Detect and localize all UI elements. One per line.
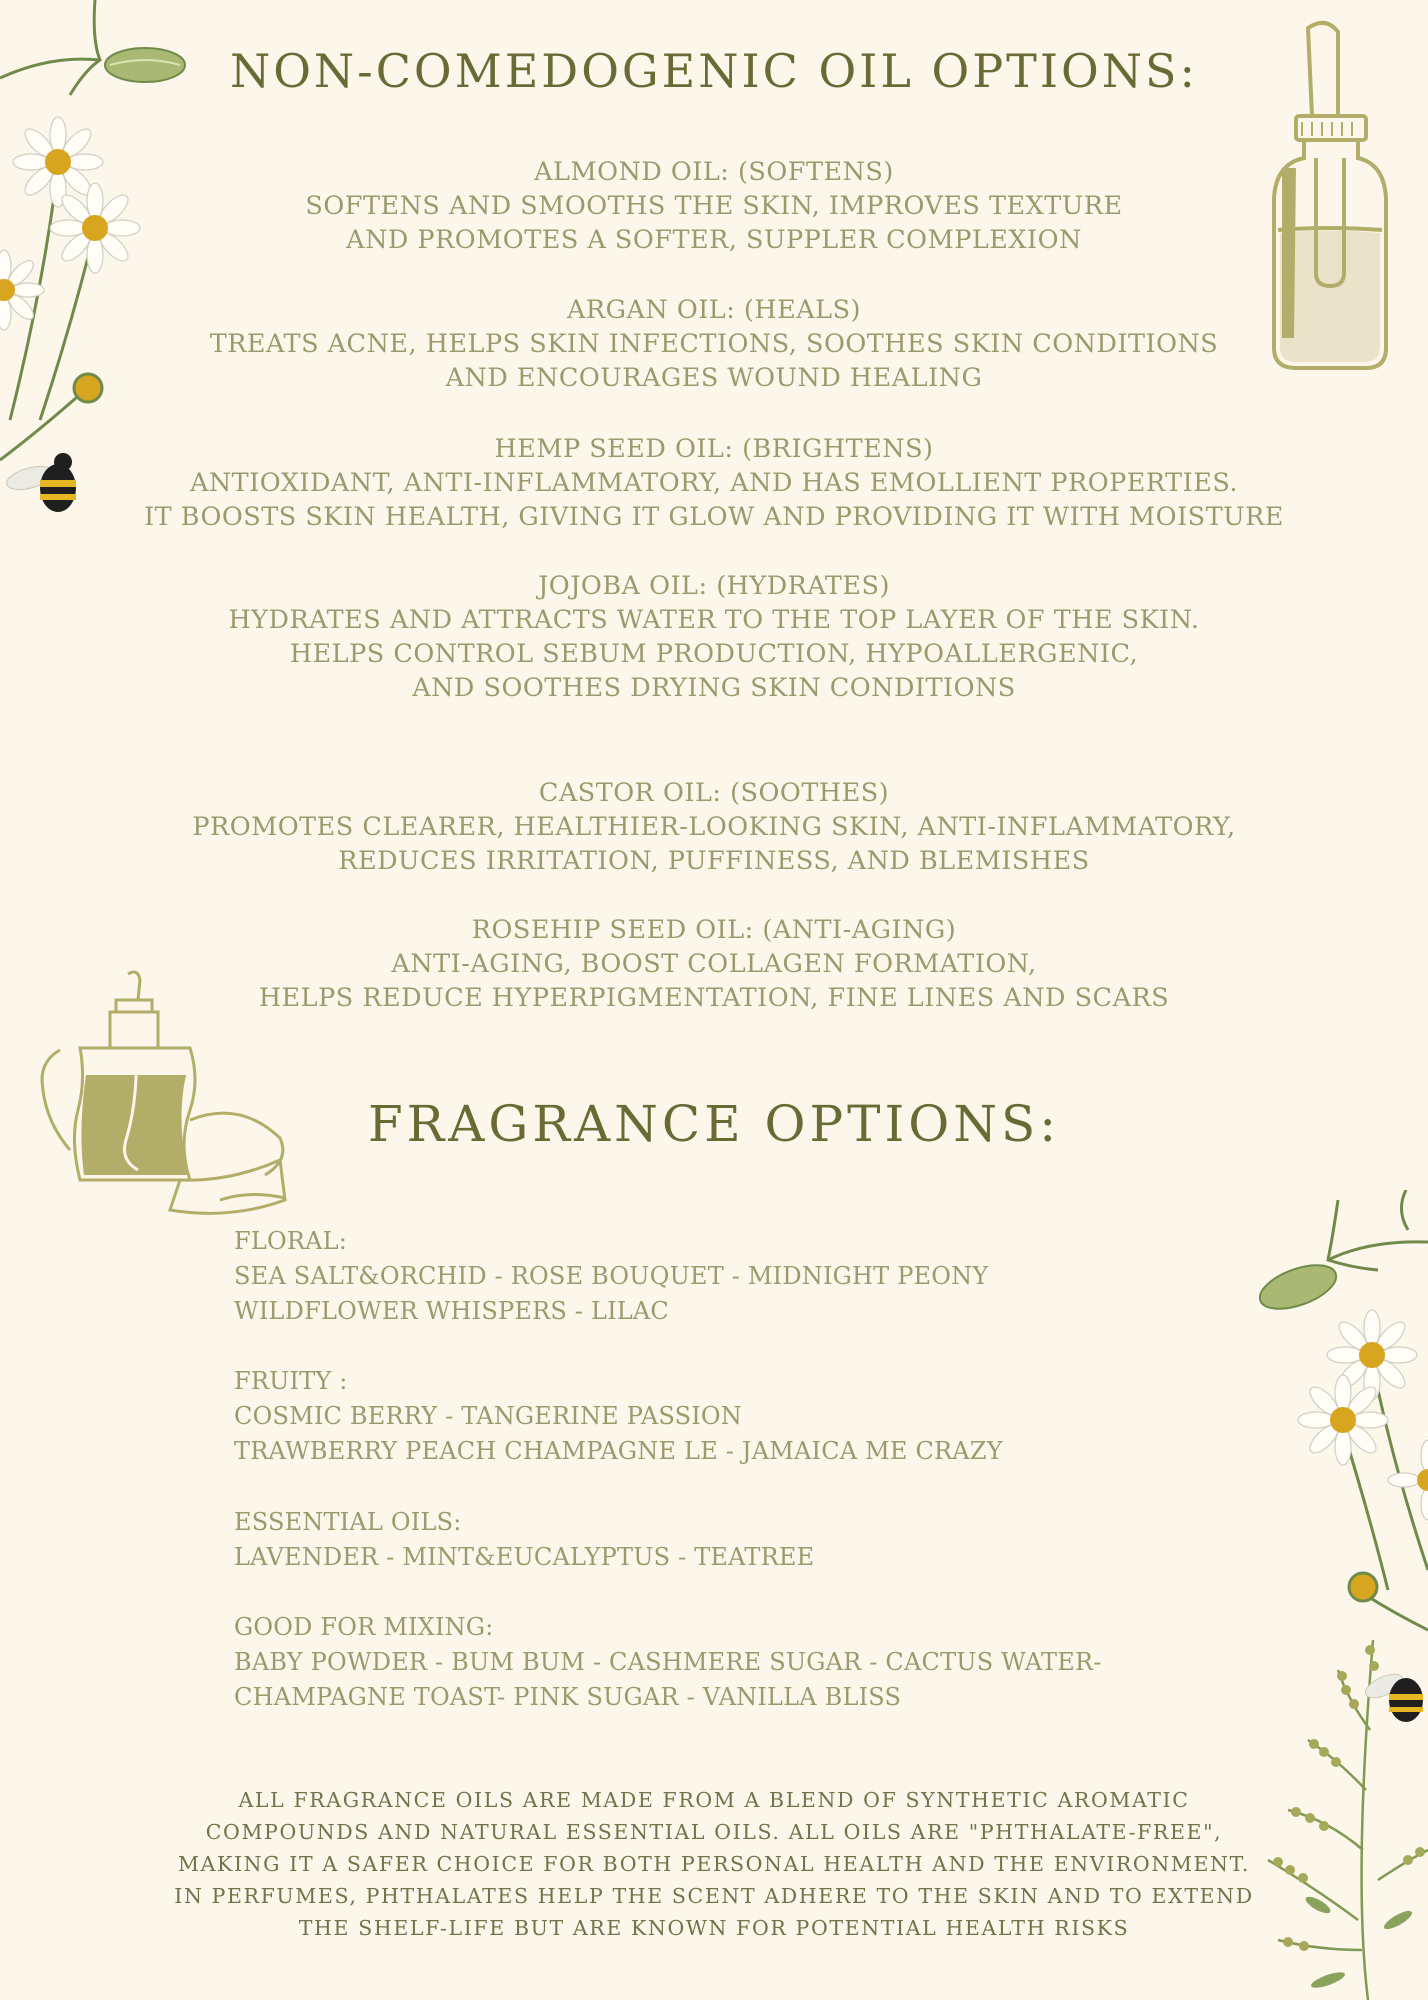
disclaimer-line: COMPOUNDS AND NATURAL ESSENTIAL OILS. ALL OILS ARE "PHTHALATE-FREE", <box>205 1820 1223 1844</box>
oil-entry-castor <box>0 776 1428 878</box>
oil-entry-rosehip-seed <box>0 913 1428 1015</box>
oil-name: ROSEHIP SEED OIL: (ANTI-AGING) <box>471 915 957 945</box>
fragrance-items-line: WILDFLOWER WHISPERS - LILAC <box>234 1297 669 1325</box>
oil-description-line: PROMOTES CLEARER, HEALTHIER-LOOKING SKIN, ANTI-INFLAMMATORY, <box>192 812 1236 842</box>
oil-description-line: HELPS CONTROL SEBUM PRODUCTION, HYPOALLERGENIC, <box>289 639 1139 669</box>
oil-description-line: AND SOOTHES DRYING SKIN CONDITIONS <box>412 673 1016 703</box>
disclaimer-line: ALL FRAGRANCE OILS ARE MADE FROM A BLEND OF SYNTHETIC AROMATIC <box>238 1788 1190 1812</box>
chamomile-flower-icon <box>1298 1375 1388 1465</box>
oil-entry-argan <box>0 293 1428 395</box>
oil-name: JOJOBA OIL: (HYDRATES) <box>538 571 890 601</box>
oil-description-line: SOFTENS AND SMOOTHS THE SKIN, IMPROVES TEXTURE <box>305 191 1123 221</box>
oil-name: ARGAN OIL: (HEALS) <box>567 295 861 325</box>
fragrance-category-good-for-mixing <box>234 1610 1134 1715</box>
oil-entry-almond <box>0 155 1428 257</box>
fragrance-category-label: FLORAL: <box>234 1227 348 1255</box>
oils-section-title: NON-COMEDOGENIC OIL OPTIONS: <box>229 44 1199 98</box>
fragrance-section-title: FRAGRANCE OPTIONS: <box>367 1095 1061 1153</box>
flower-bud-icon <box>1254 1190 1428 1318</box>
fragrance-items-line: TRAWBERRY PEACH CHAMPAGNE LE - JAMAICA ME CRAZY <box>234 1437 1003 1465</box>
oil-description-line: ANTIOXIDANT, ANTI-INFLAMMATORY, AND HAS EMOLLIENT PROPERTIES. <box>189 468 1239 498</box>
fragrance-items-line: SEA SALT&ORCHID - ROSE BOUQUET - MIDNIGHT PEONY <box>234 1262 989 1290</box>
oil-description-line: AND ENCOURAGES WOUND HEALING <box>445 363 983 393</box>
fragrance-category-label: GOOD FOR MIXING: <box>234 1613 494 1641</box>
phthalate-disclaimer <box>100 1784 1328 1944</box>
oil-entry-jojoba <box>0 569 1428 705</box>
oil-name: HEMP SEED OIL: (BRIGHTENS) <box>494 434 934 464</box>
fragrance-items-line: CHAMPAGNE TOAST- PINK SUGAR - VANILLA BLISS <box>234 1683 902 1711</box>
oil-description-line: AND PROMOTES A SOFTER, SUPPLER COMPLEXION <box>346 225 1082 255</box>
fragrance-category-essential-oils <box>234 1505 1134 1575</box>
oil-description-line: REDUCES IRRITATION, PUFFINESS, AND BLEMISHES <box>338 846 1090 876</box>
flower-bud-icon <box>1349 1573 1377 1601</box>
oil-entry-hemp-seed <box>0 432 1428 534</box>
disclaimer-line: MAKING IT A SAFER CHOICE FOR BOTH PERSONAL HEALTH AND THE ENVIRONMENT. <box>178 1852 1250 1876</box>
disclaimer-line: THE SHELF-LIFE BUT ARE KNOWN FOR POTENTIAL HEALTH RISKS <box>298 1916 1130 1940</box>
disclaimer-line: IN PERFUMES, PHTHALATES HELP THE SCENT ADHERE TO THE SKIN AND TO EXTEND <box>174 1884 1254 1908</box>
oil-name: ALMOND OIL: (SOFTENS) <box>534 157 894 187</box>
fragrance-items-line: LAVENDER - MINT&EUCALYPTUS - TEATREE <box>234 1543 815 1571</box>
oil-description-line: HELPS REDUCE HYPERPIGMENTATION, FINE LINES AND SCARS <box>258 983 1170 1013</box>
oil-description-line: IT BOOSTS SKIN HEALTH, GIVING IT GLOW AND PROVIDING IT WITH MOISTURE <box>144 502 1284 532</box>
fragrance-category-fruity <box>234 1364 1134 1469</box>
oil-description-line: ANTI-AGING, BOOST COLLAGEN FORMATION, <box>391 949 1037 979</box>
oil-name: CASTOR OIL: (SOOTHES) <box>538 778 890 808</box>
oil-description-line: HYDRATES AND ATTRACTS WATER TO THE TOP LAYER OF THE SKIN. <box>228 605 1200 635</box>
chamomile-flowers-right <box>1218 1190 1428 1670</box>
fragrance-items-line: COSMIC BERRY - TANGERINE PASSION <box>234 1402 743 1430</box>
fragrance-items-line: BABY POWDER - BUM BUM - CASHMERE SUGAR - CACTUS WATER- <box>234 1648 1102 1676</box>
oil-description-line: TREATS ACNE, HELPS SKIN INFECTIONS, SOOTHES SKIN CONDITIONS <box>209 329 1219 359</box>
fragrance-category-label: ESSENTIAL OILS: <box>234 1508 462 1536</box>
fragrance-category-floral <box>234 1224 1134 1329</box>
fragrance-category-label: FRUITY : <box>234 1367 348 1395</box>
